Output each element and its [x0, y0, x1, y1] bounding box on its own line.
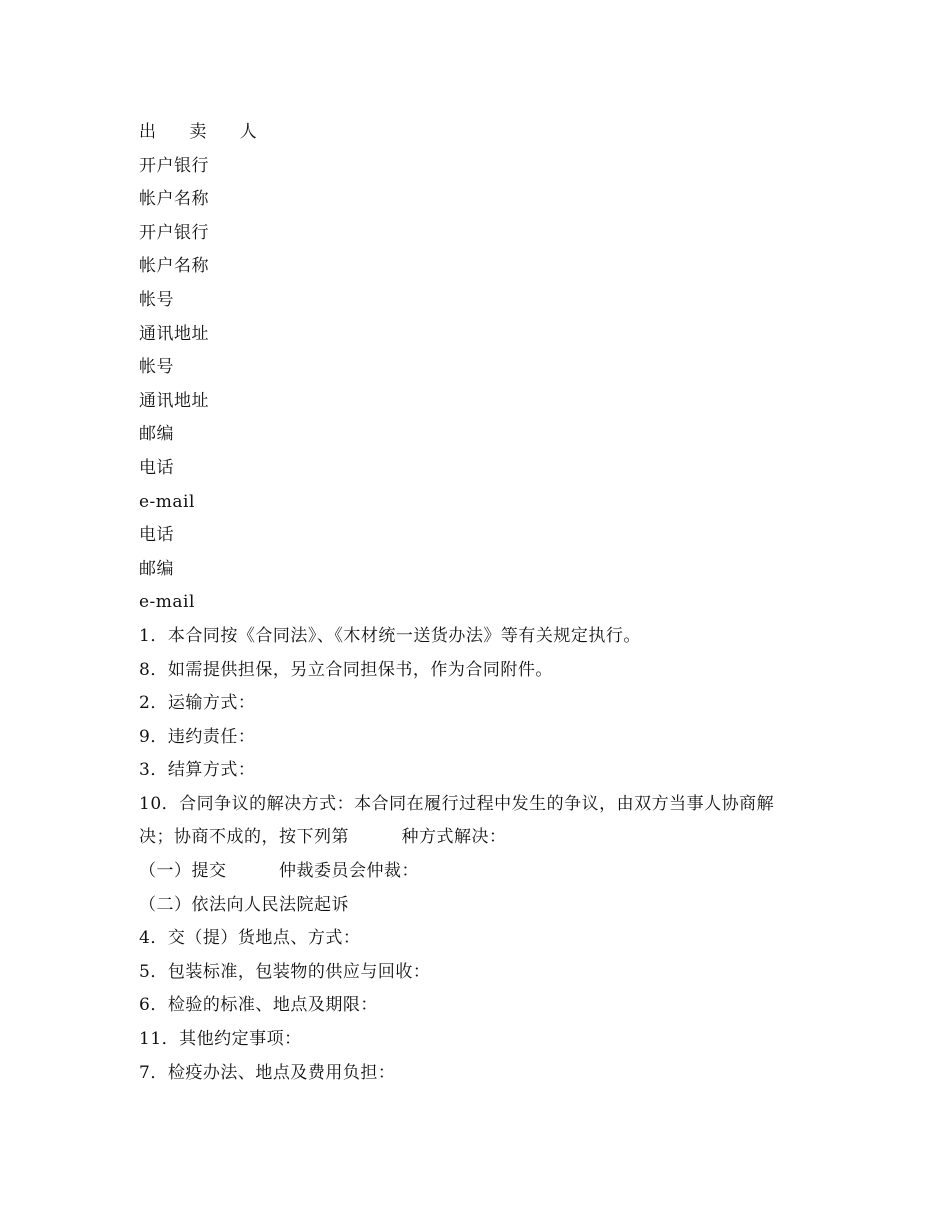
- address-label: 通讯地址: [139, 323, 209, 344]
- dispute-option-1: （一）提交 仲裁委员会仲裁：: [139, 861, 419, 882]
- account-number-label: 帐号: [139, 357, 174, 378]
- postcode-label: 邮编: [139, 424, 174, 445]
- clause-5: 5．包装标准，包装物的供应与回收：: [139, 961, 431, 982]
- document-body: [139, 116, 839, 1090]
- phone-label: 电话: [139, 457, 174, 478]
- clause-8: 8．如需提供担保，另立合同担保书，作为合同附件。: [139, 659, 553, 680]
- phone-label: 电话: [139, 525, 174, 546]
- bank-label: 开户银行: [139, 222, 209, 243]
- clause-7: 7．检疫办法、地点及费用负担：: [139, 1062, 396, 1083]
- clause-9: 9．违约责任：: [139, 726, 256, 747]
- postcode-label: 邮编: [139, 558, 174, 579]
- clause-4: 4．交（提）货地点、方式：: [139, 928, 361, 949]
- dispute-option-2: （二）依法向人民法院起诉: [139, 894, 349, 915]
- account-name-label: 帐户名称: [139, 256, 209, 277]
- bank-label: 开户银行: [139, 155, 209, 176]
- clause-6: 6．检验的标准、地点及期限：: [139, 995, 378, 1016]
- clause-11: 11．其他约定事项：: [139, 1029, 302, 1050]
- email-label: e-mail: [139, 592, 195, 613]
- account-number-label: 帐号: [139, 289, 174, 310]
- email-label: e-mail: [139, 491, 195, 512]
- account-name-label: 帐户名称: [139, 189, 209, 210]
- seller-label: 出 卖 人: [139, 122, 271, 142]
- clause-10-continued: 决；协商不成的，按下列第 种方式解决：: [139, 827, 507, 848]
- clause-10: 10．合同争议的解决方式：本合同在履行过程中发生的争议，由双方当事人协商解: [139, 793, 775, 814]
- address-label: 通讯地址: [139, 390, 209, 411]
- clause-2: 2．运输方式：: [139, 693, 256, 714]
- clause-1: 1．本合同按《合同法》、《木材统一送货办法》等有关规定执行。: [139, 625, 641, 646]
- clause-3: 3．结算方式：: [139, 760, 256, 781]
